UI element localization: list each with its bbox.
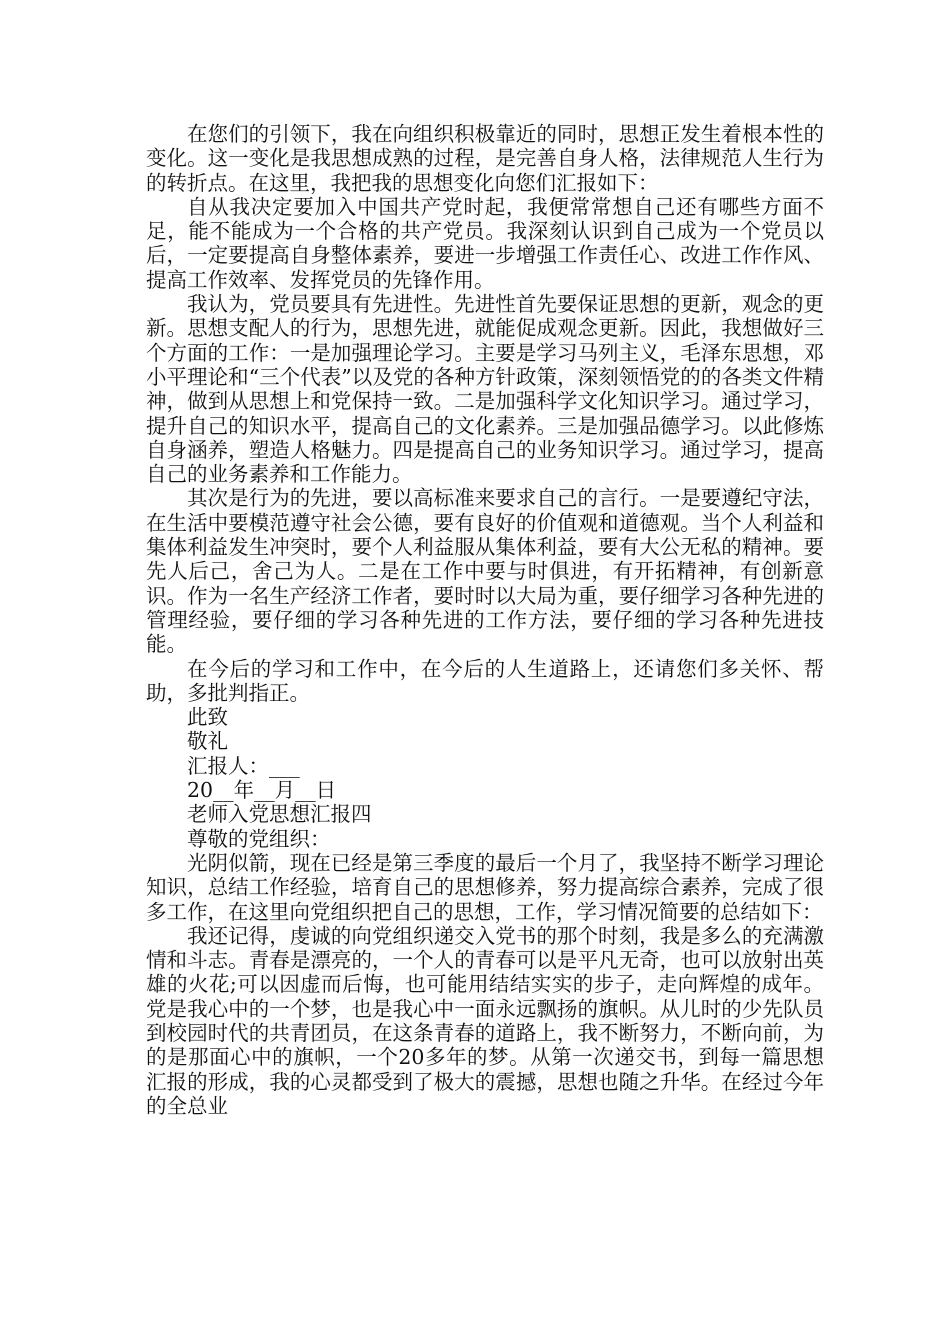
reporter-line: 汇报人：___ <box>187 753 300 778</box>
section-title: 老师入党思想汇报四 <box>187 802 372 827</box>
paragraph-closing: 在今后的学习和工作中，在今后的人生道路上，还请您们多关怀、帮助，多批判指正。 <box>146 656 824 705</box>
paragraph-behavior: 其次是行为的先进，要以高标准来要求自己的言行。一是要遵纪守法，在生活中要模范遵守社会公德，要有良好的价值观和道德观。当个人利益和集体利益发生冲突时，要个人利益服从集体利益，要有大公无私的精神。要先人后己，舍己为人。二是在工作中要与时俱进，有开拓精神，有创新意识。作为一名生产经济工作者，要时时以大局为重，要仔细学习各种先进的管理经验，要仔细的学习各种先进的工作方法，要仔细的学习各种先进技能。 <box>146 486 824 657</box>
paragraph-summary: 光阴似箭，现在已经是第三季度的最后一个月了，我坚持不断学习理论知识，总结工作经验，培育自己的思想修养，努力提高综合素养，完成了很多工作，在这里向党组织把自己的思想，工作，学习情况简要的总结如下： <box>146 850 824 924</box>
greeting: 尊敬的党组织： <box>187 826 331 851</box>
paragraph-memory: 我还记得，虔诚的向党组织递交入党书的那个时刻，我是多么的充满激情和斗志。青春是漂亮的，一个人的青春可以是平凡无奇，也可以放射出英雄的火花;可以因虚而后悔，也可能用结结实实的步子，走向辉煌的成年。党是我心中的一个梦，也是我心中一面永远飘扬的旗帜。从儿时的少先队员到校园时代的共青团员，在这条青春的道路上，我不断努力，不断向前，为的是那面心中的旗帜，一个20多年的梦。从第一次递交书，到每一篇思想汇报的形成，我的心灵都受到了极大的震撼，思想也随之升华。在经过今年的全总业 <box>146 923 824 1118</box>
document-body <box>146 122 824 1118</box>
paragraph-intro: 在您们的引领下，我在向组织积极靠近的同时，思想正发生着根本性的变化。这一变化是我思想成熟的过程，是完善自身人格，法律规范人生行为的转折点。在这里，我把我的思想变化向您们汇报如下： <box>146 122 824 195</box>
paragraph-advancement: 我认为，党员要具有先进性。先进性首先要保证思想的更新，观念的更新。思想支配人的行为，思想先进，就能促成观念更新。因此，我想做好三个方面的工作：一是加强理论学习。主要是学习马列主义，毛泽东思想，邓小平理论和“三个代表”以及党的各种方针政策，深刻领悟党的的各类文件精神，做到从思想上和党保持一致。二是加强科学文化知识学习。通过学习，提升自己的知识水平，提高自己的文化素养。三是加强品德学习。以此修炼自身涵养，塑造人格魅力。四是提高自己的业务知识学习。通过学习，提高自己的业务素养和工作能力。 <box>146 292 824 487</box>
salutation-jingli: 敬礼 <box>187 729 228 754</box>
date-line: 20__年__月__日 <box>187 778 337 803</box>
salutation-cizhi: 此致 <box>187 705 228 730</box>
paragraph-decision: 自从我决定要加入中国共产党时起，我便常常想自己还有哪些方面不足，能不能成为一个合格的共产党员。我深刻认识到自己成为一个党员以后，一定要提高自身整体素养，要进一步增强工作责任心、改进工作作风、提高工作效率、发挥党员的先锋作用。 <box>146 194 824 292</box>
